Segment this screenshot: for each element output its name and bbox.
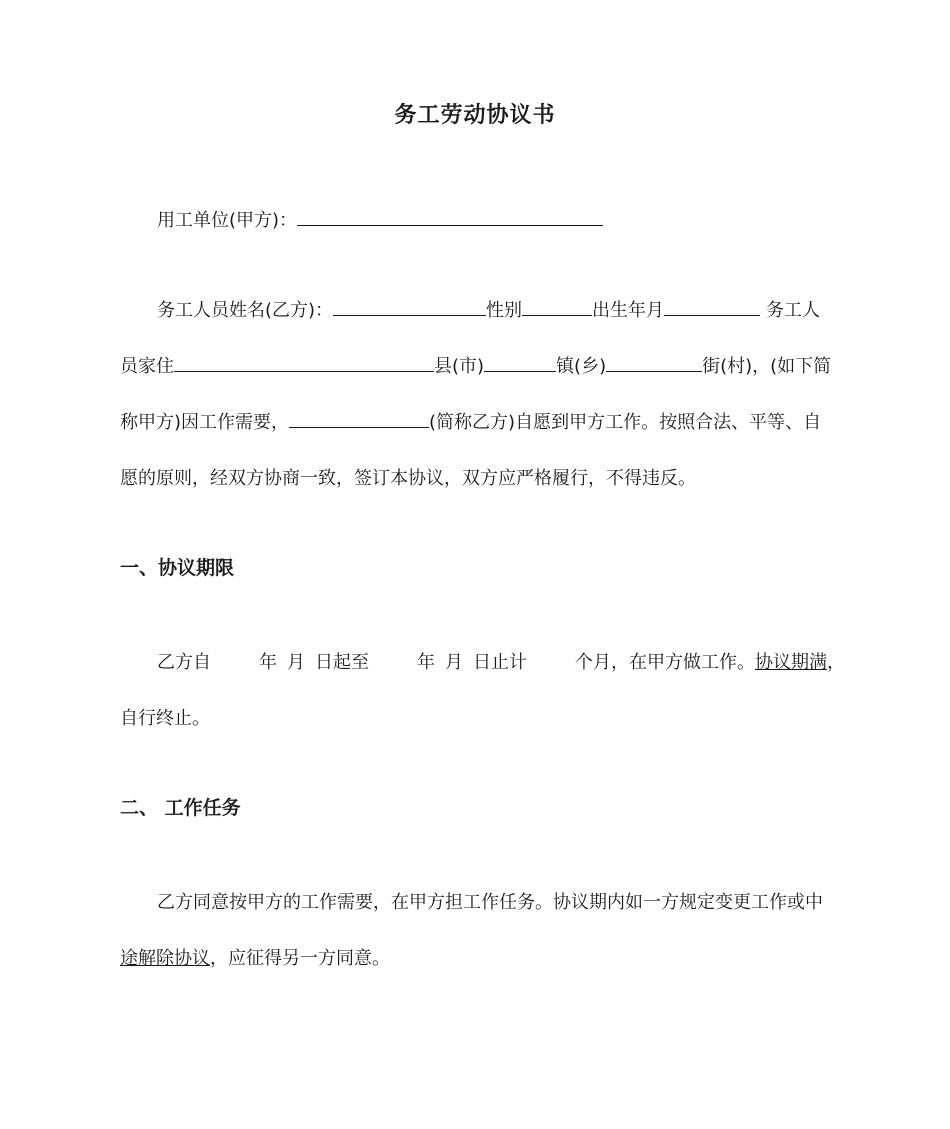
gender-label: 性别 [486,300,523,321]
term-to-month: 月 [445,652,463,673]
county-label: 县(市) [434,356,485,377]
employer-line [120,206,869,232]
term-from-month: 月 [287,652,305,673]
task-line-2 [120,944,832,970]
worker-name-blank[interactable] [333,297,486,316]
birth-label: 出生年月 [592,300,665,321]
gender-blank[interactable] [522,297,592,316]
term-line-2: 自行终止。 [120,708,210,729]
term-from-year: 年 [259,652,277,673]
party-b-blank[interactable] [289,409,429,428]
town-blank[interactable] [606,353,702,372]
document-title: 务工劳动协议书 [394,103,556,128]
term-months-text: 个月，在甲方做工作。 [575,652,755,673]
task-terminate-underlined: 途解除协议 [120,948,210,969]
employer-blank[interactable] [297,207,603,226]
term-to-year: 年 [417,652,435,673]
task-line-1: 乙方同意按甲方的工作需要，在甲方担工作任务。协议期内如一方规定变更工作或中 [157,892,823,913]
town-label: 镇(乡) [556,356,607,377]
term-from-label: 乙方自 [157,652,211,673]
term-line-1 [120,648,869,674]
term-total-label: 日止计 [473,652,527,673]
worker-line-3-a: 称甲方)因工作需要， [120,412,290,433]
term-to-label: 日起至 [315,652,369,673]
address-label: 员家住 [120,356,174,377]
worker-line-3 [120,408,832,434]
worker-line-1-tail: 务工人 [766,300,821,321]
term-expiry-underlined: 协议期满 [755,652,827,673]
worker-line-2 [120,352,832,378]
worker-line-1 [120,296,869,322]
section-2-heading: 二、 工作任务 [120,797,241,819]
worker-line-3-b: (简称乙方)自愿到甲方工作。按照合法、平等、自 [429,412,822,433]
task-line-2-tail: ，应征得另一方同意。 [210,948,390,969]
worker-name-label: 务工人员姓名(乙方)： [157,300,334,321]
street-label: 街(村)，(如下简 [702,356,832,377]
section-1-heading: 一、协议期限 [120,557,235,579]
term-comma: ， [827,652,845,673]
birth-blank[interactable] [664,297,760,316]
worker-line-4: 愿的原则，经双方协商一致，签订本协议，双方应严格履行，不得违反。 [120,468,696,489]
employer-label: 用工单位(甲方)： [157,210,298,231]
address-blank[interactable] [174,353,434,372]
county-blank[interactable] [484,353,556,372]
